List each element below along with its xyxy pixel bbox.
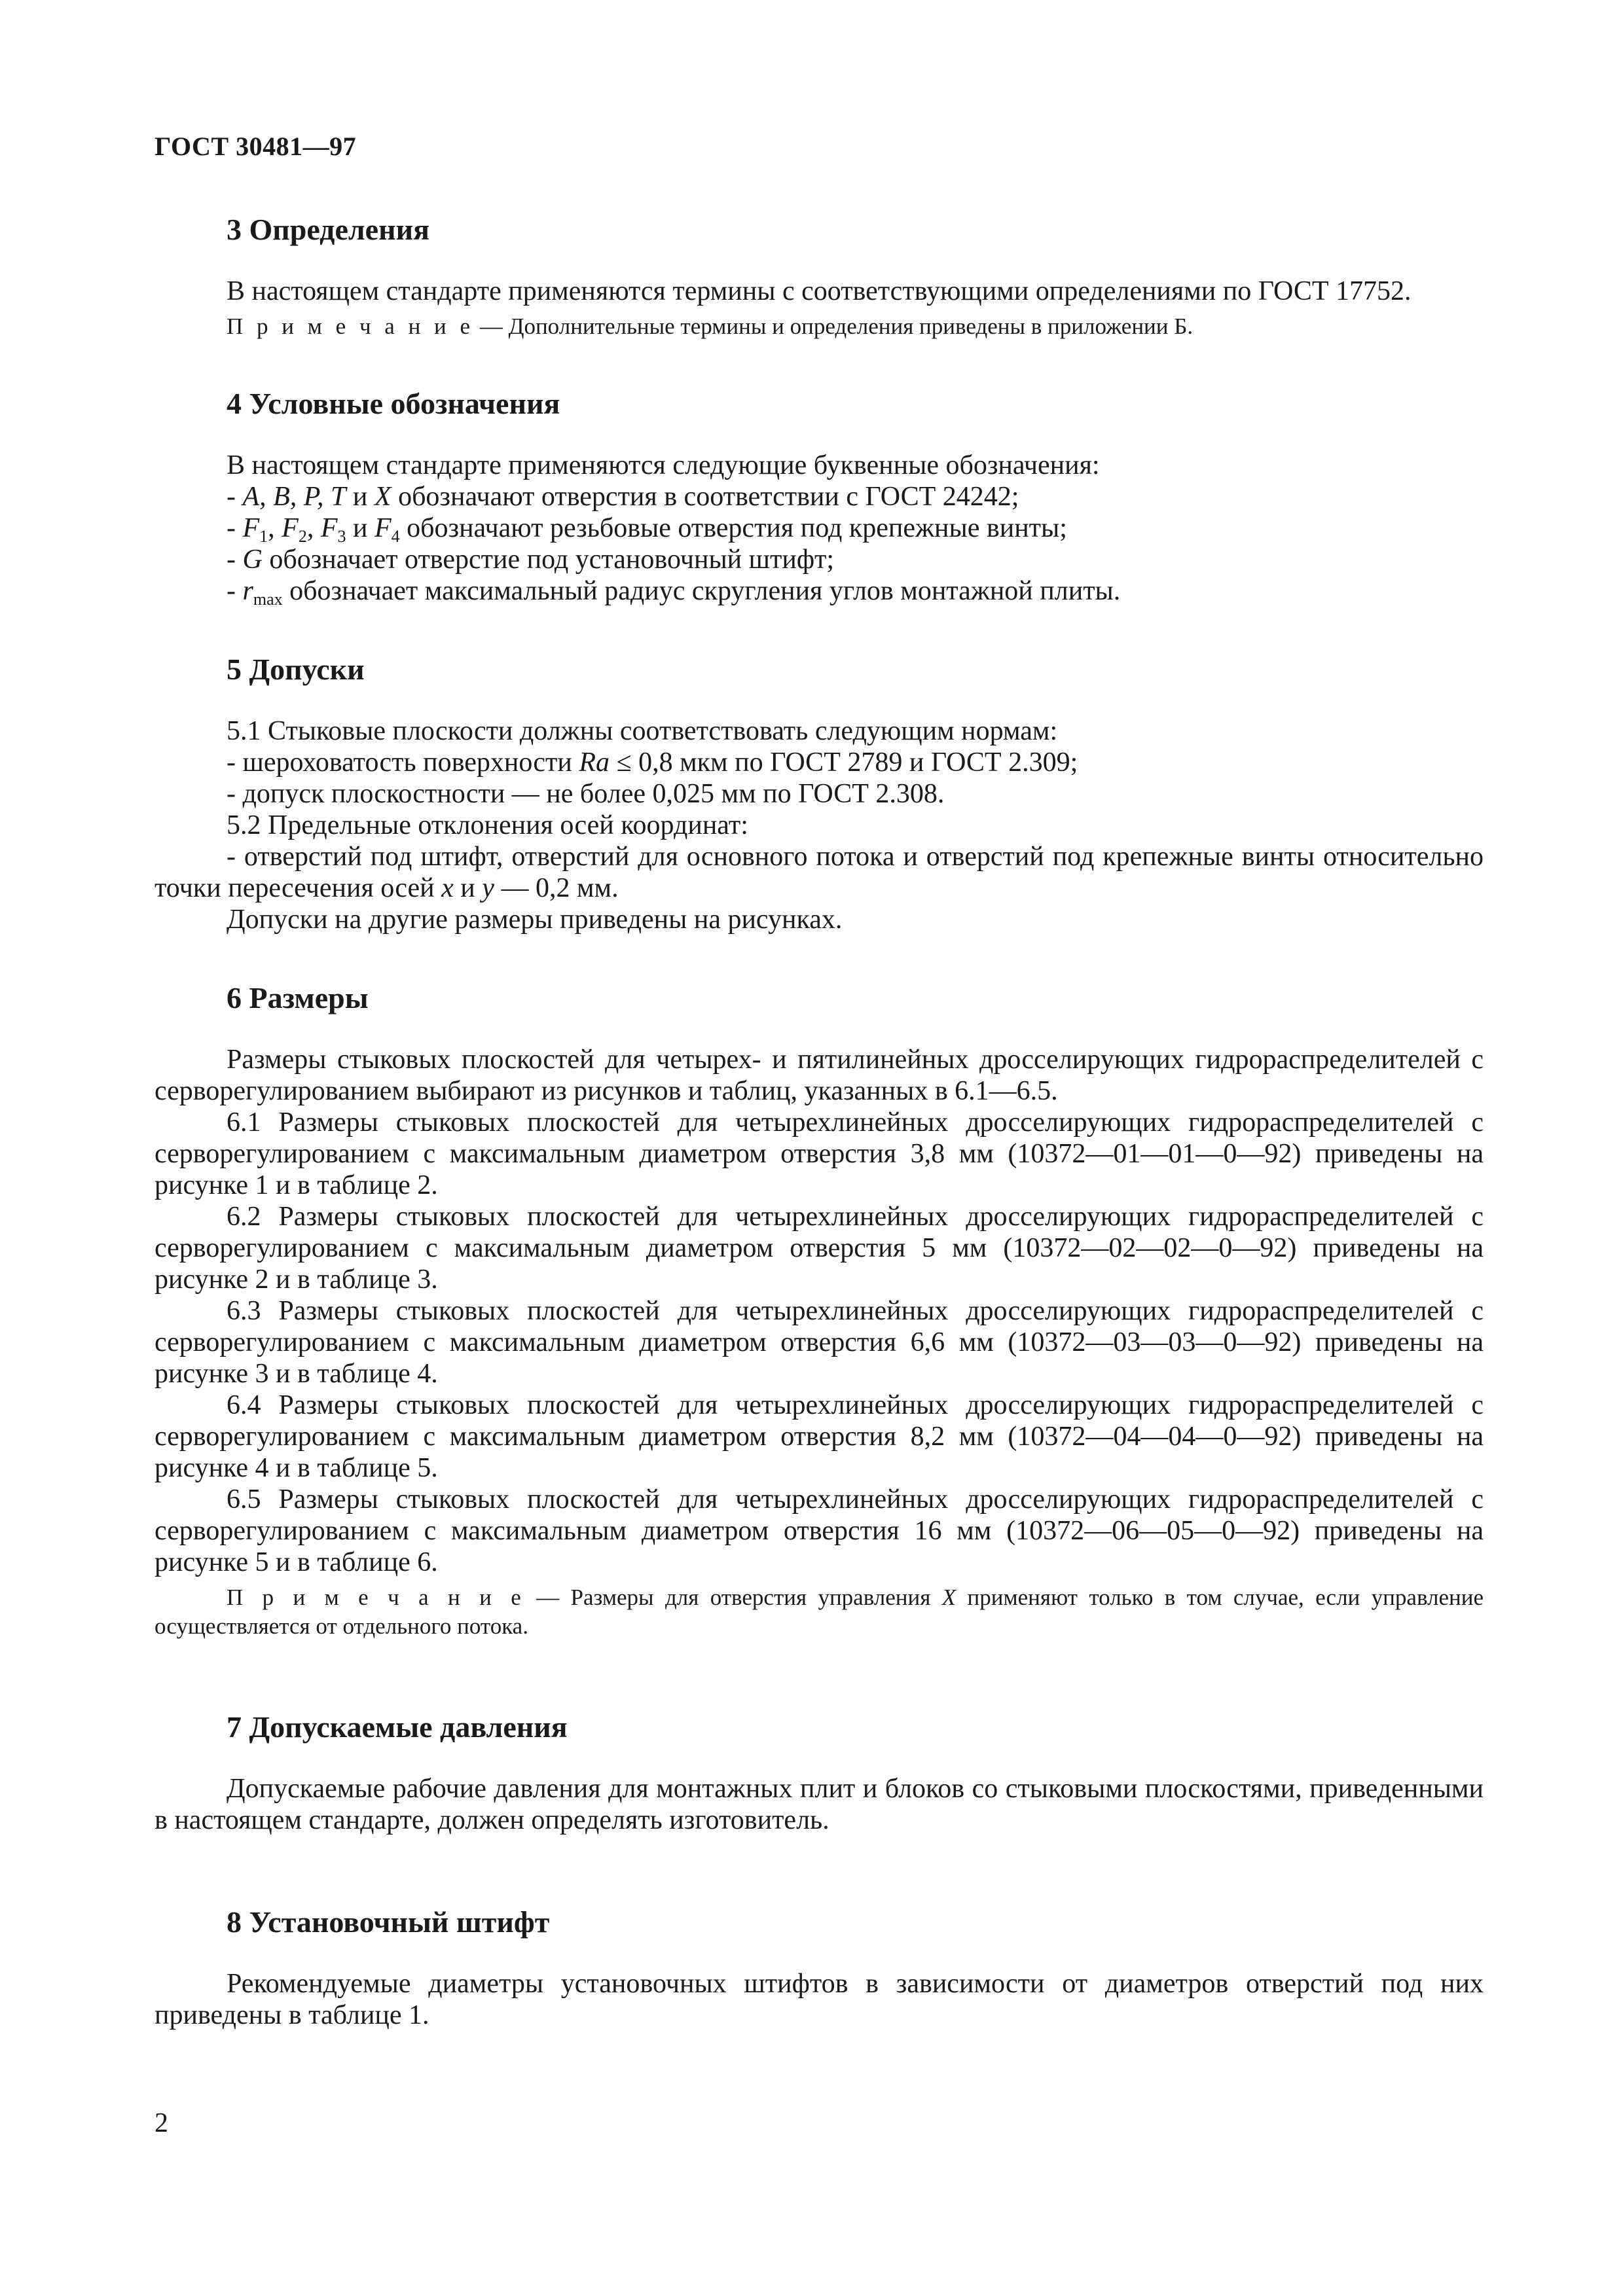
item-4-text: обозначает максимальный радиус скругления углов монтажной плиты. [282,576,1121,606]
section-3-paragraph: В настоящем стандарте применяются термины с соответствующими определениями по ГОСТ 17752. [227,276,1412,306]
section-6-title: 6 Размеры [227,981,369,1014]
note-text-a: — Размеры для отверстия управления [524,1585,942,1610]
symbol-ra: Ra [579,747,610,778]
section-4-item-1: - A, B, P, T и X обозначают отверстия в соответствии с ГОСТ 24242; [227,482,1019,512]
section-4-item-3: - G обозначает отверстие под установочный штифт; [227,545,835,575]
symbol-f: F [242,513,260,543]
section-6-item-5: 6.5 Размеры стыковых плоскостей для четырехлинейных дросселирующих гидрораспределителей с серворегулированием с максимальным диаметром отверстия 16 мм (10372—06—05—0—92) приведены на рисунке 5 и в таблице 6. [155,1484,1484,1577]
symbol-y-axis: y [482,873,494,903]
symbol-x-control: X [941,1585,957,1610]
item-2-text: обозначают резьбовые отверстия под крепежные винты; [399,513,1067,543]
symbol-x: X [374,482,392,512]
symbol-x-axis: x [441,873,454,903]
section-4-intro: В настоящем стандарте применяются следующие буквенные обозначения: [227,450,1100,480]
symbol-r: r [242,576,253,606]
document-page [155,131,1484,2031]
section-6-intro: Размеры стыковых плоскостей для четырех- и пятилинейных дросселирующих гидрораспределителей с серворегулированием выбирают из рисунков и таблиц, указанных в 6.1—6.5. [155,1045,1484,1106]
document-header: ГОСТ 30481—97 [155,132,357,161]
section-6-item-4: 6.4 Размеры стыковых плоскостей для четырехлинейных дросселирующих гидрораспределителей с серворегулированием с максимальным диаметром отверстия 8,2 мм (10372—04—04—0—92) приведены на рисунке 4 и в таблице 5. [155,1390,1484,1483]
section-6-item-2: 6.2 Размеры стыковых плоскостей для четырехлинейных дросселирующих гидрораспределителей с серворегулированием с максимальным диаметром отверстия 5 мм (10372—02—02—0—92) приведены на рисунке 2 и в таблице 3. [155,1202,1484,1295]
page-number: 2 [155,2108,168,2138]
symbol-r-sub: max [253,590,283,609]
section-4-title: 4 Условные обозначения [227,387,560,420]
note-label: П р и м е ч а н и е [227,1585,525,1610]
note-label: П р и м е ч а н и е [227,314,475,339]
section-6-item-1: 6.1 Размеры стыковых плоскостей для четырехлинейных дросселирующих гидрораспределителей с серворегулированием с максимальным диаметром отверстия 3,8 мм (10372—01—01—0—92) приведены на рисунке 1 и в таблице 2. [155,1107,1484,1200]
symbols-abpt: A, B, P, T [242,482,346,512]
note-text-b: применяют только в том случае, если управление осуществляется от отдельного потока. [155,1585,1484,1639]
section-5-p3: - допуск плоскостности — не более 0,025 мм по ГОСТ 2.308. [227,779,945,809]
section-3-title: 3 Определения [227,213,429,246]
section-5-p1: 5.1 Стыковые плоскости должны соответствовать следующим нормам: [227,716,1058,746]
section-8-paragraph: Рекомендуемые диаметры установочных штифтов в зависимости от диаметров отверстий под них приведены в таблице 1. [155,1969,1484,2030]
p5-text-and: и [453,873,483,903]
section-6-item-3: 6.3 Размеры стыковых плоскостей для четырехлинейных дросселирующих гидрораспределителей с серворегулированием с максимальным диаметром отверстия 6,6 мм (10372—03—03—0—92) приведены на рисунке 3 и в таблице 4. [155,1296,1484,1389]
section-5-p2 [155,747,1484,778]
item-1-text: обозначают отверстия в соответствии с ГОСТ 24242; [391,482,1019,512]
symbol-g: G [242,545,263,575]
section-7-title: 7 Допускаемые давления [227,1710,568,1744]
p5-text-a: - отверстий под штифт, отверстий для основного потока и отверстий под крепежные винты относительно точки пересечения осей [155,842,1484,903]
section-7-paragraph: Допускаемые рабочие давления для монтажных плит и блоков со стыковыми плоскостями, приведенными в настоящем стандарте, должен определять изготовитель. [155,1774,1484,1835]
section-3-note [155,312,1484,341]
text-and: и [346,482,374,512]
p2-text-a: - шероховатость поверхности [227,747,579,778]
section-5-p6: Допуски на другие размеры приведены на рисунках. [227,905,843,935]
section-4-item-4: - $r_{max}$ обозначает максимальный радиус скругления углов монтажной плиты. [227,576,1121,609]
section-5-title: 5 Допуски [227,653,365,686]
p5-text-end: — 0,2 мм. [494,873,619,903]
p2-text-c: ≤ 0,8 мкм по ГОСТ 2789 и ГОСТ 2.309; [610,747,1078,778]
section-6-note [155,1583,1484,1641]
section-4-item-2: - $F_1$, $F_2$, $F_3$ и $F_4$ обозначают резьбовые отверстия под крепежные винты; [227,513,1067,546]
section-5-p5 [155,841,1484,904]
section-8-title: 8 Установочный штифт [227,1905,550,1939]
item-3-text: обозначает отверстие под установочный штифт; [262,545,835,575]
section-5-p4: 5.2 Предельные отклонения осей координат: [227,810,748,840]
note-text: — Дополнительные термины и определения приведены в приложении Б. [474,314,1194,339]
